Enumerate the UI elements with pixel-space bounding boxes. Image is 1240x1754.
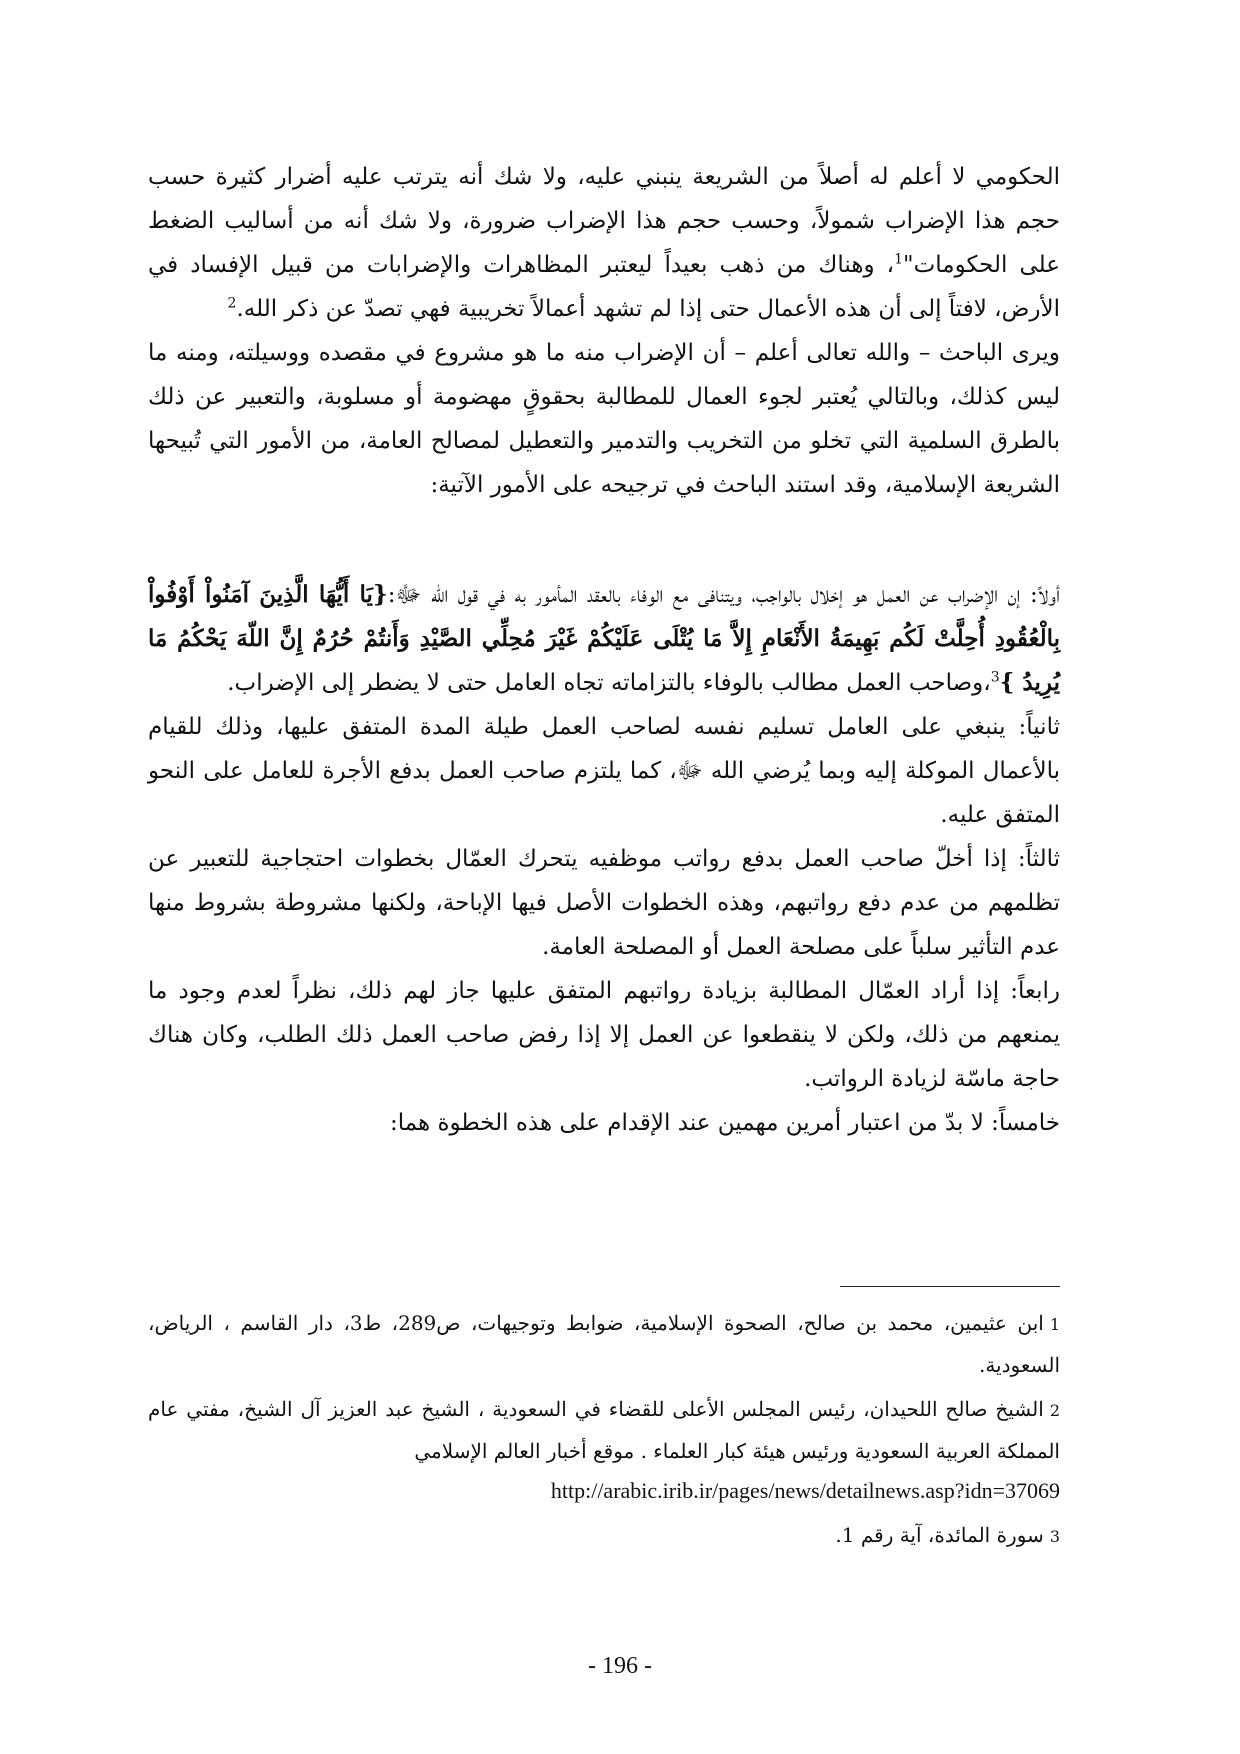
footnote-2 (148, 1389, 1060, 1511)
footnote-2-link[interactable]: http://arabic.irib.ir/pages/news/detailnews.asp?idn=37069 (550, 1478, 1060, 1503)
paragraph-3 (148, 573, 1060, 705)
footnote-1-number: 1 (1049, 1315, 1061, 1334)
paragraph-2: ويرى الباحث – والله تعالى أعلم – أن الإضراب منه ما هو مشروع في مقصده ووسيلته، ومنه ما ليس كذلك، وبالتالي يُعتبر لجوء العمال للمطالبة بحقوقٍ مهضومة أو مسلوبة، والتعبير عن ذلك بالطرق السلمية التي تخلو من التخريب والتدمير والتعطيل لمصالح العامة، من الأمور التي تُبيحها الشريعة الإسلامية، وقد استند الباحث في ترجيحه على الأمور الآتية: (148, 340, 1060, 498)
paragraph-1 (148, 155, 1060, 331)
footnote-3 (148, 1515, 1060, 1557)
footnote-1 (148, 1303, 1060, 1385)
footnote-1-text: ابن عثيمين، محمد بن صالح، الصحوة الإسلامية، ضوابط وتوجيهات، ص289، ط3، دار القاسم ، الرياض، السعودية. (148, 1311, 1060, 1377)
paragraph-7: خامساً: لا بدّ من اعتبار أمرين مهمين عند الإقدام على هذه الخطوة هما: (390, 1110, 1060, 1136)
footnote-3-text: سورة المائدة، آية رقم 1. (835, 1523, 1044, 1547)
footnote-ref-2[interactable]: 2 (227, 295, 237, 312)
footnote-3-number: 3 (1049, 1527, 1060, 1546)
footnote-ref-1[interactable]: 1 (894, 251, 904, 268)
quran-verse: {يَا أَيُّهَا الَّذِينَ آمَنُواْ أَوْفُواْ بِالْعُقُودِ أُحِلَّتْ لَكُم بَهِيمَةُ الأَنْعَامِ إِلاَّ مَا يُتْلَى عَلَيْكُمْ غَيْرَ مُحِلِّي الصَّيْدِ وَأَنتُمْ حُرُمٌ إِنَّ اللّهَ يَحْكُمُ مَا يُرِيدُ } (148, 581, 1060, 696)
paragraph-1-text-cont: ، وهناك من ذهب بعيداً ليعتبر المظاهرات والإضرابات من قبيل الإفساد في الأرض، لافتاً إلى أن هذه الأعمال حتى إذا لم تشهد أعمالاً تخريبية فهي تصدّ عن ذكر الله. (148, 252, 1060, 322)
paragraph-6: رابعاً: إذا أراد العمّال المطالبة بزيادة رواتبهم المتفق عليها جاز لهم ذلك، نظراً لعدم وجود ما يمنعهم من ذلك، ولكن لا ينقطعوا عن العمل إلا إذا رفض صاحب العمل ذلك الطلب، وكان هناك حاجة ماسّة لزيادة الرواتب. (148, 978, 1060, 1092)
paragraph-gap (148, 507, 1060, 573)
page-body (148, 155, 1060, 1145)
paragraph-4: ثانياً: ينبغي على العامل تسليم نفسه لصاحب العمل طيلة المدة المتفق عليها، وذلك للقيام بالأعمال الموكلة إليه وبما يُرضي الله ﷻ، كما يلتزم صاحب العمل بدفع الأجرة للعامل على النحو المتفق عليه. (148, 714, 1060, 828)
paragraph-3-intro: أولاً: إن الإضراب عن العمل هو إخلال بالواجب، ويتنافى مع الوفاء بالعقد المأمور به في قول الله ﷻ: (387, 582, 1061, 608)
footnotes (148, 1303, 1060, 1561)
paragraph-1-text: الحكومي لا أعلم له أصلاً من الشريعة ينبني عليه، ولا شك أنه يترتب عليه أضرار كثيرة حسب حجم هذا الإضراب شمولاً، وحسب حجم هذا الإضراب ضرورة، ولا شك أنه من أساليب الضغط على الحكومات" (148, 164, 1060, 278)
footnote-2-text: الشيخ صالح اللحيدان، رئيس المجلس الأعلى للقضاء في السعودية ، الشيخ عبد العزيز آل الشيخ، مفتي عام المملكة العربية السعودية ورئيس هيئة كبار العلماء . موقع أخبار العالم الإسلامي (148, 1397, 1060, 1463)
footnote-2-number: 2 (1049, 1401, 1060, 1420)
page-number: - 196 - (588, 1653, 652, 1679)
footnote-ref-3[interactable]: 3 (990, 669, 1000, 686)
paragraph-3-rest: ،وصاحب العمل مطالب بالوفاء بالتزاماته تجاه العامل حتى لا يضطر إلى الإضراب. (227, 670, 991, 696)
paragraph-5: ثالثاً: إذا أخلّ صاحب العمل بدفع رواتب موظفيه يتحرك العمّال بخطوات احتجاجية للتعبير عن تظلمهم من عدم دفع رواتبهم، وهذه الخطوات الأصل فيها الإباحة، ولكنها مشروطة بشروط منها عدم التأثير سلباً على مصلحة العمل أو المصلحة العامة. (148, 846, 1060, 960)
footnote-divider (840, 1286, 1060, 1287)
